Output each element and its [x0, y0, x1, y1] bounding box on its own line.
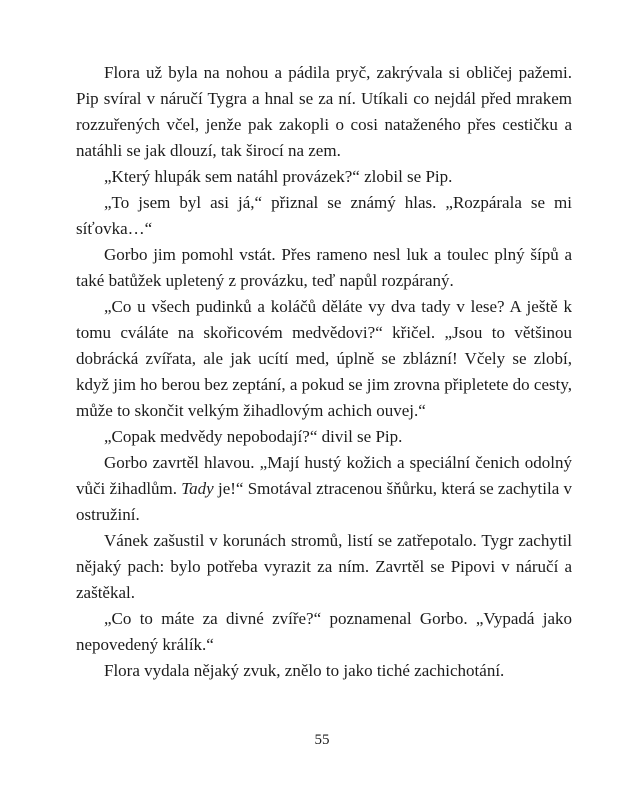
paragraph [76, 450, 572, 528]
paragraph [76, 606, 572, 658]
text-run: „Copak medvědy nepobodají?“ divil se Pip. [104, 427, 403, 446]
text-run: je!“ Smotával ztracenou šňůrku, která se zachytila v ostružiní. [76, 479, 573, 524]
paragraph [76, 424, 572, 450]
paragraph [76, 242, 572, 294]
text-run: Flora vydala nějaký zvuk, znělo to jako tiché zachichotání. [104, 661, 505, 680]
text-run: Gorbo jim pomohl vstát. Přes rameno nesl luk a toulec plný šípů a také batůžek upletený z provázku, teď napůl rozpáraný. [76, 245, 572, 290]
text-run: Gorbo zavrtěl hlavou. „Mají hustý kožich a speciální čenich odolný vůči žihadlům. [76, 453, 572, 498]
text-run: „Který hlupák sem natáhl provázek?“ zlobil se Pip. [104, 167, 453, 186]
text-run: Vánek zašustil v korunách stromů, listí se zatřepotalo. Tygr zachytil nějaký pach: bylo potřeba vyrazit za ním. Zavrtěl se Pipovi v náručí a zaštěkal. [76, 531, 572, 602]
paragraph [76, 190, 572, 242]
text-run: „Co to máte za divné zvíře?“ poznamenal Gorbo. „Vypadá jako nepovedený králík.“ [76, 609, 572, 654]
text-run: Flora už byla na nohou a pádila pryč, zakrývala si obličej pažemi. Pip svíral v náručí Tygra a hnal se za ní. Utíkali co nejdál před mrakem rozzuřených včel, jenže pak zakopli o cosi nataženého přes cestičku a natáhli se jak dlouzí, tak širocí na zem. [76, 63, 572, 160]
paragraph [76, 658, 572, 684]
body-text [76, 60, 572, 684]
page-number: 55 [314, 732, 330, 748]
text-run: „To jsem byl asi já,“ přiznal se známý hlas. „Rozpárala se mi síťovka…“ [76, 193, 572, 238]
text-run: „Co u všech pudinků a koláčů děláte vy dva tady v lese? A ještě k tomu cváláte na skořicovém medvědovi?“ křičel. „Jsou to většinou dobrácká zvířata, ale jak ucítí med, úplně se zblázní! Včely se zlobí, když jim ho berou bez zeptání, a pokud se jim zrovna připletete do cesty, může to skončit velkým žihadlovým achich ouvej.“ [76, 297, 572, 420]
paragraph [76, 294, 572, 424]
paragraph [76, 164, 572, 190]
text-run-italic: Tady [181, 479, 214, 498]
paragraph [76, 60, 572, 164]
paragraph [76, 528, 572, 606]
